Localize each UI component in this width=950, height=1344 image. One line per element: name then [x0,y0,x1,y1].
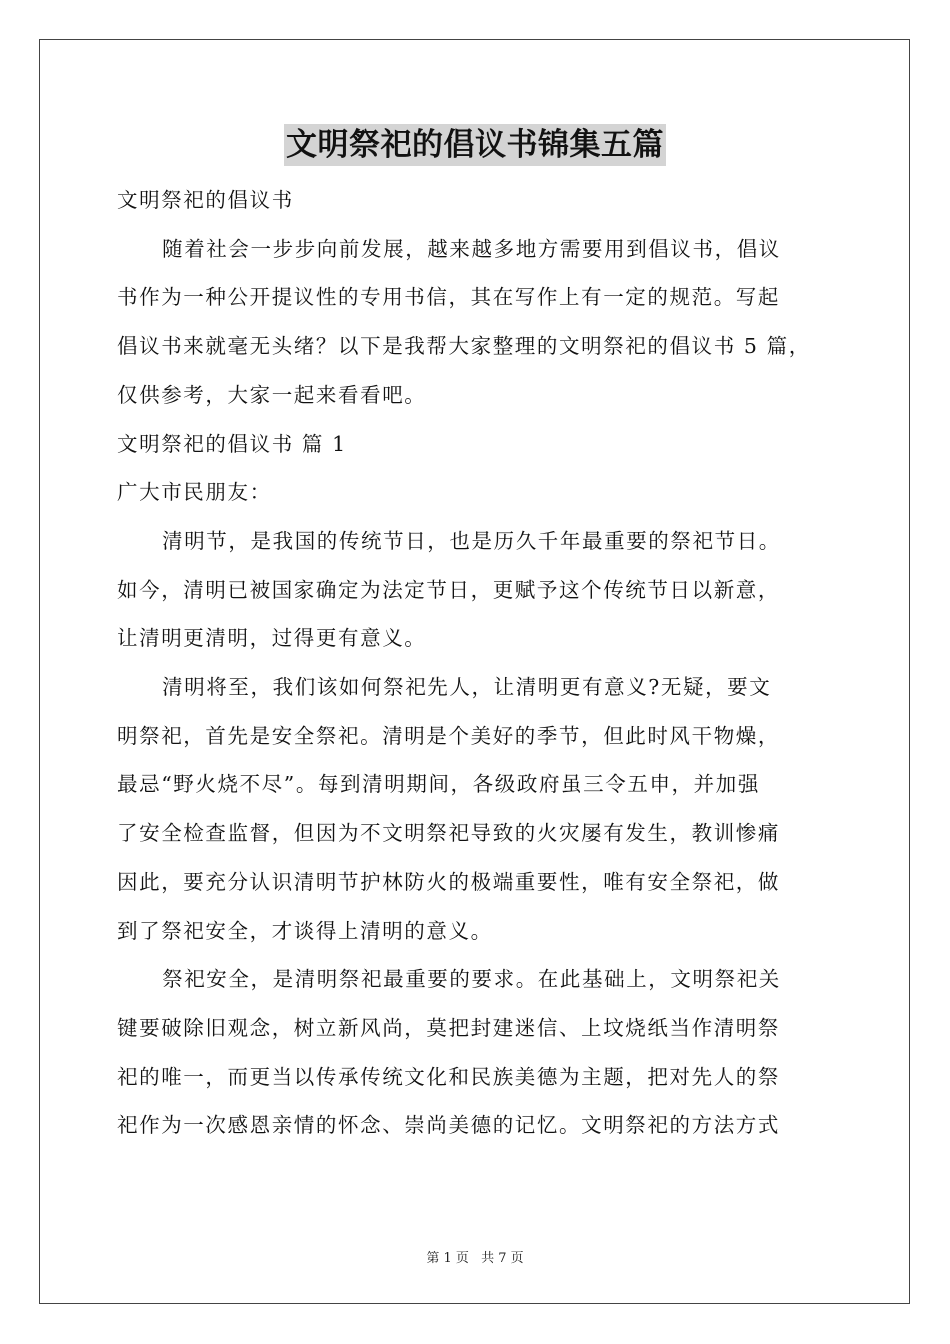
text-line: 随着社会一步步向前发展，越来越多地方需要用到倡议书，倡议 [162,236,781,261]
text-line: 键要破除旧观念，树立新风尚，莫把封建迷信、上坟烧纸当作清明祭 [117,1015,780,1040]
text-line: 了安全检查监督，但因为不文明祭祀导致的火灾屡有发生，教训惨痛 [117,821,780,846]
text-line: 明祭祀，首先是安全祭祀。清明是个美好的季节，但此时风干物燥， [117,723,780,748]
text-line: 清明将至，我们该如何祭祀先人，让清明更有意义?无疑，要文 [162,675,772,700]
text-line: 祭祀安全，是清明祭祀最重要的要求。在此基础上，文明祭祀关 [162,967,781,992]
text-line: 广大市民朋友： [117,480,272,505]
text-line: 让清明更清明，过得更有意义。 [117,626,427,651]
text-line: 祀的唯一，而更当以传承传统文化和民族美德为主题，把对先人的祭 [117,1064,780,1089]
title-wrap [0,124,950,166]
text-line: 倡议书来就毫无头绪？以下是我帮大家整理的文明祭祀的倡议书 5 篇， [117,334,811,359]
text-line: 文明祭祀的倡议书 [117,188,294,212]
page-total: 共 7 页 [481,1251,524,1266]
text-line: 书作为一种公开提议性的专用书信，其在写作上有一定的规范。写起 [117,285,780,310]
text-line: 因此，要充分认识清明节护林防火的极端重要性，唯有安全祭祀，做 [117,869,780,894]
text-line: 祀作为一次感恩亲情的怀念、崇尚美德的记忆。文明祭祀的方法方式 [117,1113,780,1138]
text-line: 到了祭祀安全，才谈得上清明的意义。 [117,918,493,943]
text-line: 最忌“野火烧不尽”。每到清明期间，各级政府虽三令五申，并加强 [117,772,760,797]
document-body [117,176,837,1150]
text-line: 如今，清明已被国家确定为法定节日，更赋予这个传统节日以新意， [117,577,780,602]
page-number: 第 1 页 [426,1251,469,1266]
document-title: 文明祭祀的倡议书锦集五篇 [284,124,666,166]
text-line: 清明节，是我国的传统节日，也是历久千年最重要的祭祀节日。 [162,528,781,553]
page-footer [0,1247,950,1266]
text-line: 文明祭祀的倡议书 篇 1 [117,431,347,456]
text-line: 仅供参考，大家一起来看看吧。 [117,382,427,407]
